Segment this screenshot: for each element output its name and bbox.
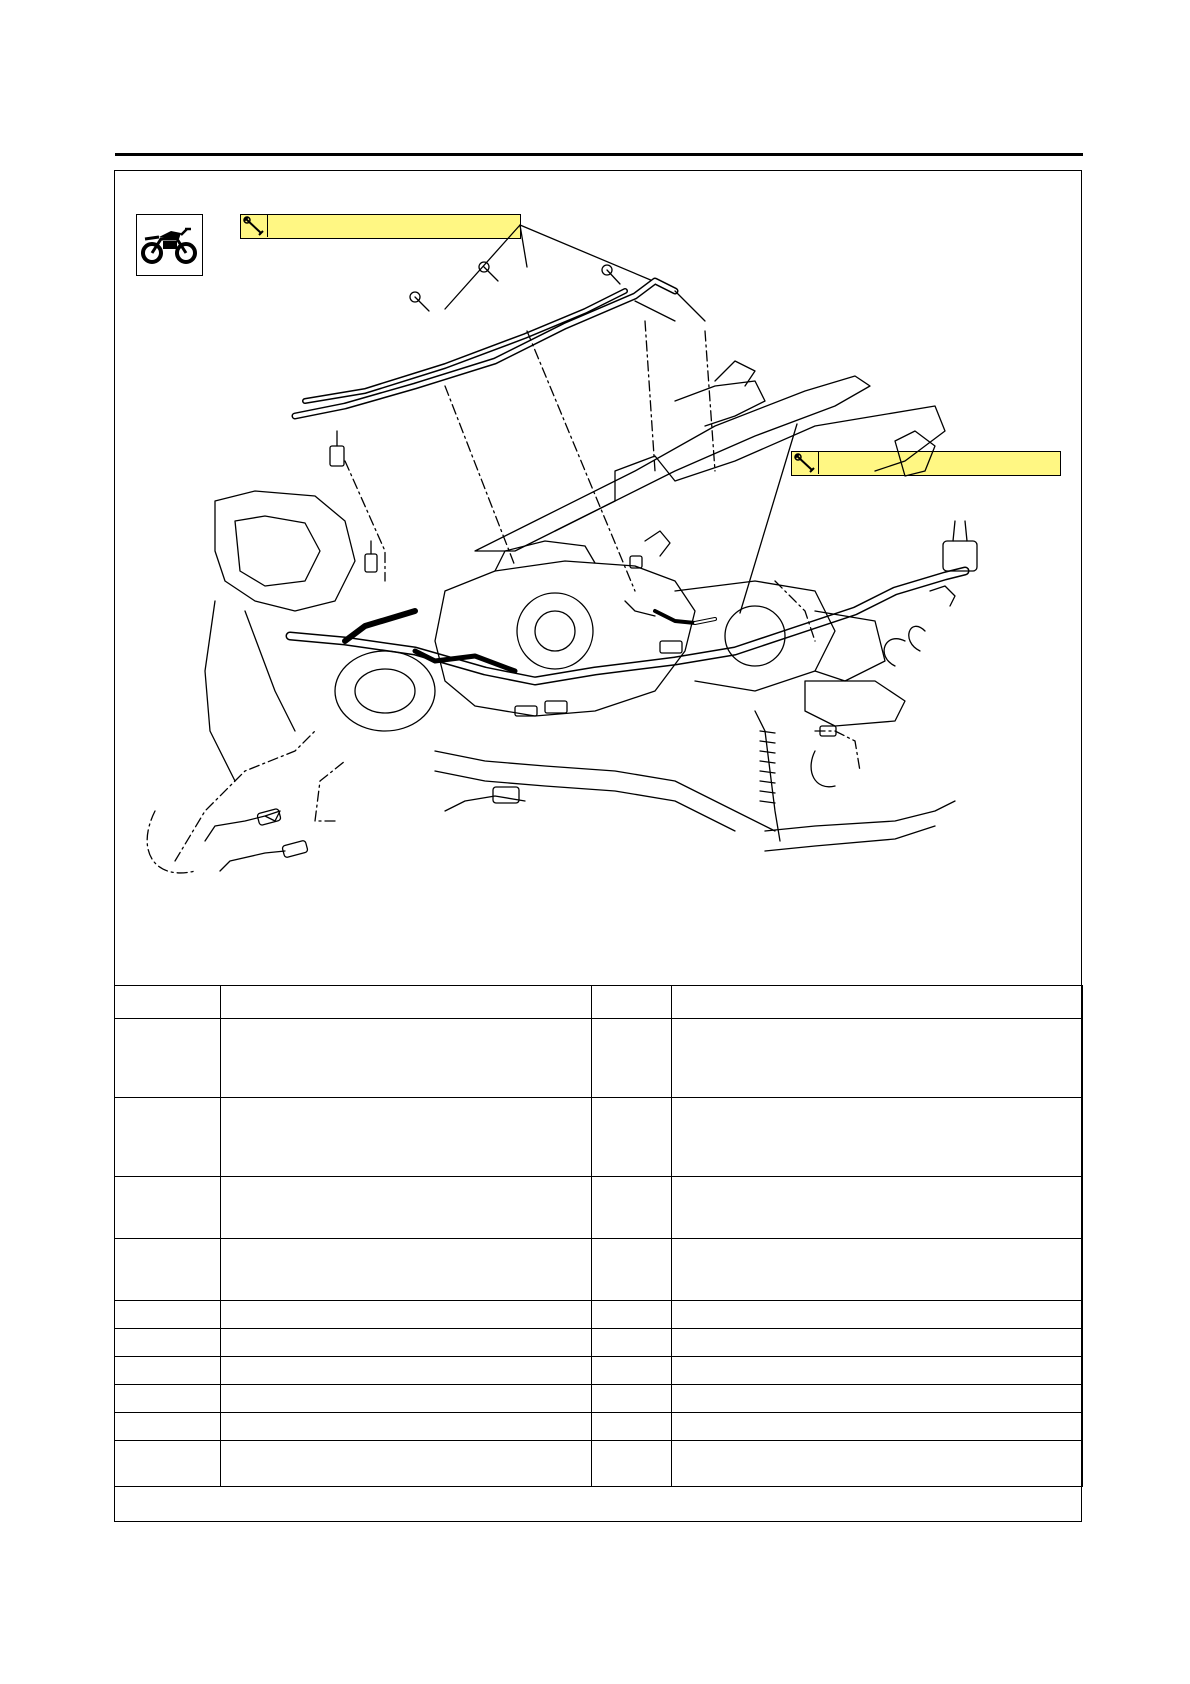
table-cell (672, 1098, 1083, 1177)
table-row (115, 1239, 1083, 1301)
table-row (115, 1357, 1083, 1385)
table-cell (592, 1413, 672, 1441)
table-cell (592, 1441, 672, 1487)
table-cell (221, 1357, 592, 1385)
table-cell (592, 1098, 672, 1177)
table-cell (672, 1413, 1083, 1441)
table-cell (221, 1177, 592, 1239)
table-cell (672, 1019, 1083, 1098)
table-cell (592, 1239, 672, 1301)
table-cell (115, 1357, 221, 1385)
table-row (115, 1441, 1083, 1487)
table-header-row (115, 986, 1083, 1019)
table-cell (592, 1301, 672, 1329)
table-header-cell (672, 986, 1083, 1019)
table-cell (221, 1239, 592, 1301)
table-cell (592, 1385, 672, 1413)
table-row (115, 1301, 1083, 1329)
table-cell (115, 1413, 221, 1441)
table-cell (221, 1413, 592, 1441)
table-cell (221, 1329, 592, 1357)
table-cell (221, 1441, 592, 1487)
table-cell (592, 1357, 672, 1385)
table-row (115, 1019, 1083, 1098)
parts-table (114, 985, 1083, 1487)
table-cell (115, 1239, 221, 1301)
table-cell (115, 1098, 221, 1177)
table-row (115, 1177, 1083, 1239)
table-cell (115, 1329, 221, 1357)
table-cell (115, 1441, 221, 1487)
table-row (115, 1385, 1083, 1413)
table-cell (592, 1019, 672, 1098)
table-cell (115, 1385, 221, 1413)
table-cell (115, 1177, 221, 1239)
table-cell (672, 1177, 1083, 1239)
table-header-cell (115, 986, 221, 1019)
table-cell (115, 1019, 221, 1098)
table-cell (672, 1357, 1083, 1385)
table-cell (672, 1385, 1083, 1413)
header-rule (115, 153, 1083, 156)
table-row (115, 1413, 1083, 1441)
table-cell (115, 1301, 221, 1329)
table-cell (672, 1301, 1083, 1329)
table-cell (672, 1239, 1083, 1301)
table-cell (221, 1385, 592, 1413)
table-cell (221, 1098, 592, 1177)
table-row (115, 1329, 1083, 1357)
wiring-harness-illustration (115, 171, 1081, 983)
table-cell (592, 1177, 672, 1239)
table-cell (221, 1019, 592, 1098)
table-cell (221, 1301, 592, 1329)
table-row (115, 1098, 1083, 1177)
table-cell (672, 1329, 1083, 1357)
table-header-cell (221, 986, 592, 1019)
table-header-cell (592, 986, 672, 1019)
table-cell (592, 1329, 672, 1357)
table-cell (672, 1441, 1083, 1487)
